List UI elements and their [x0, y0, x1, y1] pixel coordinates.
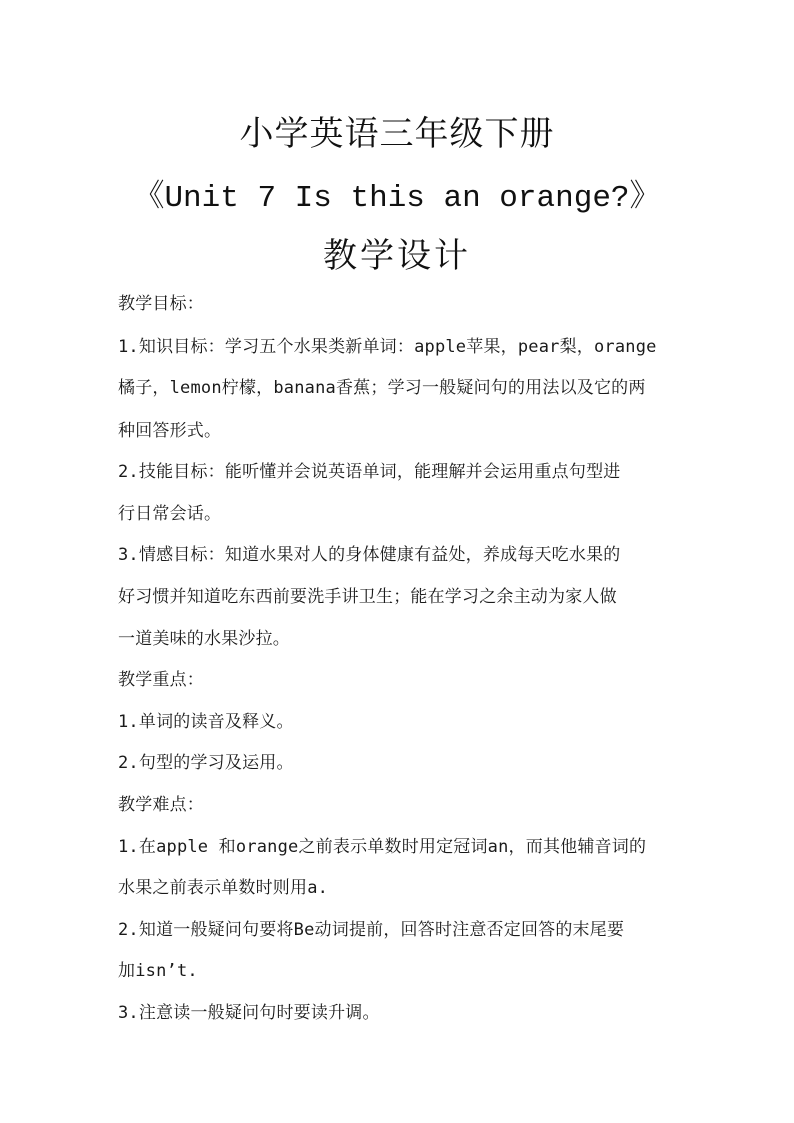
section-heading-key-points: 教学重点：	[118, 670, 204, 690]
document-subtitle-unit: 《Unit 7 Is this an orange?》	[133, 181, 661, 216]
section-heading-objectives: 教学目标：	[118, 294, 204, 314]
body-line: 1.在apple 和orange之前表示单数时用定冠词an，而其他辅音词的	[118, 837, 647, 857]
body-line: 水果之前表示单数时则用a.	[118, 878, 329, 898]
body-line: 行日常会话。	[118, 504, 222, 524]
body-line: 1.单词的读音及释义。	[118, 712, 294, 732]
body-line: 种回答形式。	[118, 421, 222, 441]
body-line: 2.知道一般疑问句要将Be动词提前，回答时注意否定回答的末尾要	[118, 920, 625, 940]
body-line: 橘子，lemon柠檬，banana香蕉；学习一般疑问句的用法以及它的两	[118, 378, 646, 398]
body-line: 3.情感目标：知道水果对人的身体健康有益处，养成每天吃水果的	[118, 545, 621, 565]
document-title: 小学英语三年级下册	[239, 114, 555, 154]
section-heading-difficulties: 教学难点：	[118, 795, 204, 815]
body-line: 加isn’t.	[118, 961, 198, 981]
body-line: 2.技能目标：能听懂并会说英语单词，能理解并会运用重点句型进	[118, 462, 621, 482]
document-subtitle-design: 教学设计	[323, 236, 471, 276]
body-line: 一道美味的水果沙拉。	[118, 629, 290, 649]
body-line: 1.知识目标：学习五个水果类新单词：apple苹果，pear梨，orange	[118, 337, 657, 357]
body-line: 3.注意读一般疑问句时要读升调。	[118, 1003, 380, 1023]
body-line: 2.句型的学习及运用。	[118, 753, 294, 773]
body-line: 好习惯并知道吃东西前要洗手讲卫生；能在学习之余主动为家人做	[118, 587, 617, 607]
